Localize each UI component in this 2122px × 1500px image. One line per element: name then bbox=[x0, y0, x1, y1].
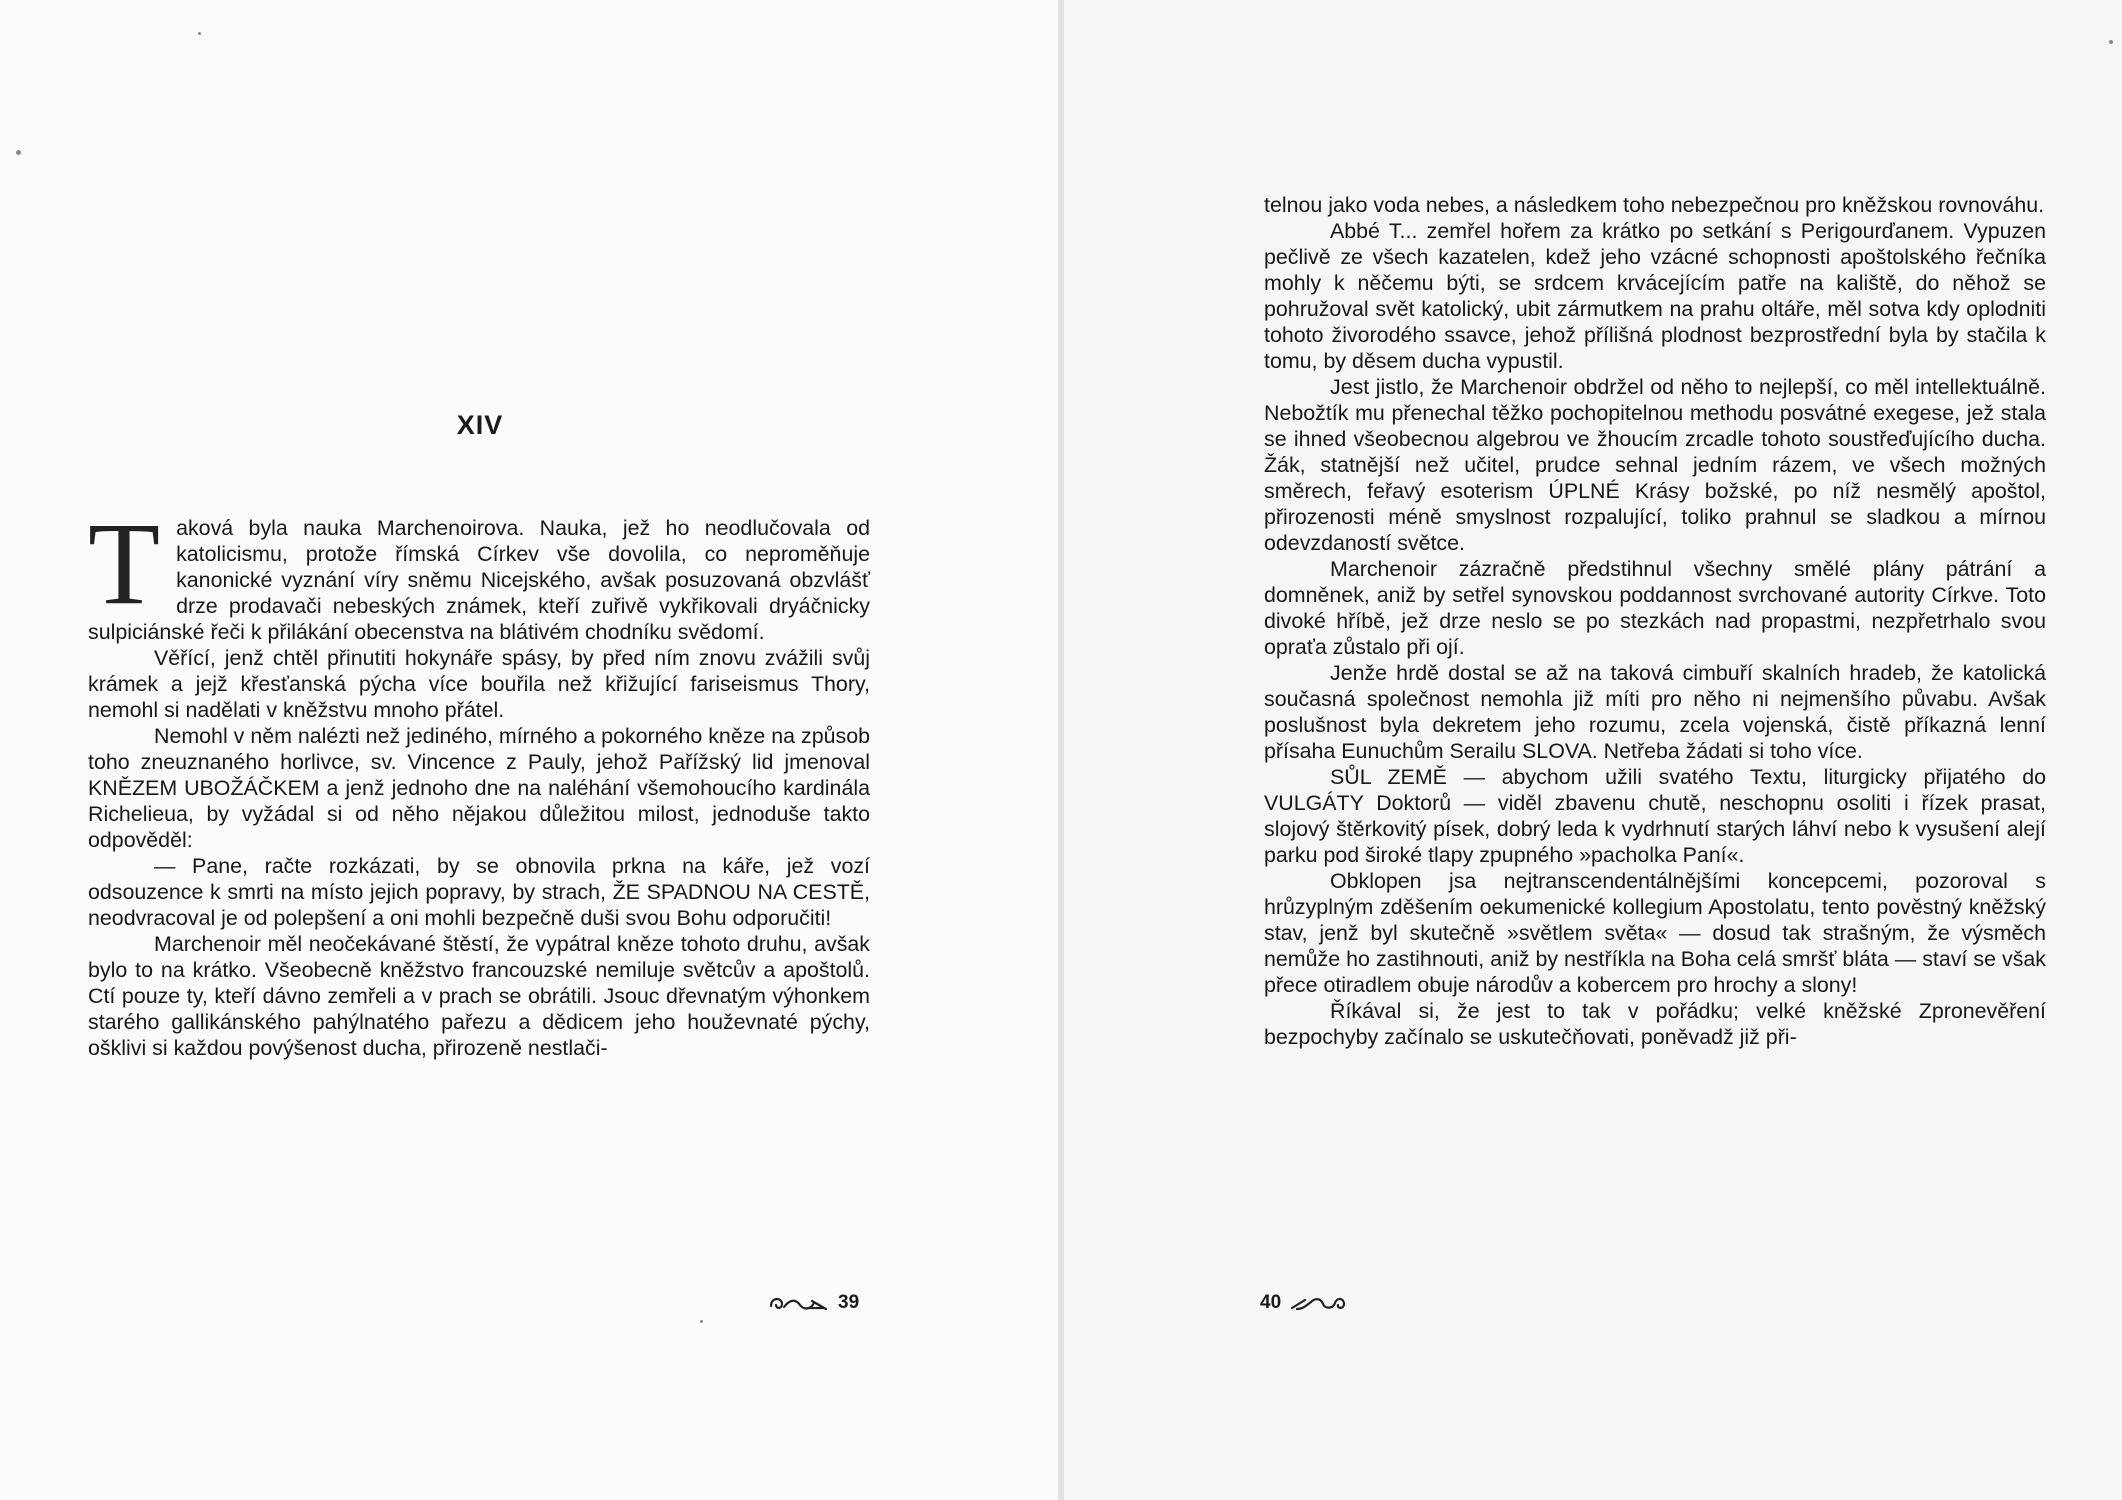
paragraph: Říkával si, že jest to tak v pořádku; velké kněžské Zpronevěření bezpochyby začínalo se uskutečňovati, poněvadž již při- bbox=[1264, 999, 2046, 1049]
paragraph: Jenže hrdě dostal se až na taková cimbuří skalních hradeb, že katolická současná společnost nemohla již míti pro něho ni nejmenšího půvabu. Avšak poslušnost byla dekretem jeho rozumu, zcela vojenská, čistě příkazná lenní přísaha Eunuchům Serailu SLOVA. Netřeba žádati si toho více. bbox=[1264, 661, 2046, 763]
page-number-left bbox=[768, 1292, 859, 1314]
right-page bbox=[1064, 0, 2122, 1500]
paragraph: Marchenoir měl neočekávané štěstí, že vypátral kněze tohoto druhu, avšak bylo to na krátko. Všeobecně kněžstvo francouzské nemiluje světcův a apoštolů. Ctí pouze ty, kteří dávno zemřeli a v prach se obrátili. Jsouc dřevnatým výhonkem starého gallikánského pahýlnatého pařezu a dědicem jeho houževnaté pýchy, ošklivi si každou povýšenost ducha, přirozeně nestlači- bbox=[88, 932, 870, 1060]
right-text-column bbox=[1264, 192, 2046, 1050]
paragraph: Jest jistlo, že Marchenoir obdržel od něho to nejlepší, co měl intellektuálně. Nebožtík mu přenechal těžko pochopitelnou methodu posvátné exegese, jež stala se ihned všeobecnou algebrou ve žhoucím zrcadle tohoto soustřeďujícího ducha. Žák, statnější než učitel, prudce sehnal jedním rázem, ve všech možných směrech, feřavý esoterism ÚPLNÉ Krásy božské, po níž nesmělý apoštol, přirozenosti méně smyslnost rozpalující, toliko prahnul se sladkou a mírnou odevzdaností světce. bbox=[1264, 375, 2046, 555]
scan-speck bbox=[198, 32, 201, 35]
page-number: 39 bbox=[838, 1292, 860, 1313]
paragraph: telnou jako voda nebes, a následkem toho nebezpečnou pro kněžskou rovnováhu. bbox=[1264, 193, 2045, 217]
paragraph: Věřící, jenž chtěl přinutiti hokynáře spásy, by před ním znovu zvážili svůj krámek a jejž křesťanská pýcha více bouřila než křižující fariseismus Thory, nemohl si nadělati v kněžstvu mnoho přátel. bbox=[88, 646, 870, 722]
scan-speck bbox=[2109, 40, 2113, 44]
paragraph: Marchenoir zázračně předstihnul všechny smělé plány pátrání a domněnek, aniž by setřel synovskou poddannost svrchované autority Církve. Toto divoké hříbě, jež drze neslo se po stezkách nad propastmi, nezpřetrhalo svou opraťa zůstalo při ojí. bbox=[1264, 557, 2046, 659]
paragraph: Taková byla nauka Marchenoirova. Nauka, jež ho neodlučovala od katolicismu, protože římská Církev vše dovolila, co neproměňuje kanonické vyznání víry sněmu Nicejského, avšak posuzovaná obzvlášť drze prodavači nebeských známek, kteří zuřivě vykřikovali dryáčnicky sulpiciánské řeči k přilákání obecenstva na blátivém chodníku svědomí. bbox=[88, 498, 870, 644]
left-page bbox=[0, 0, 1058, 1500]
paragraph: Nemohl v něm nalézti než jediného, mírného a pokorného kněze na způsob toho zneuznaného horlivce, sv. Vincence z Pauly, jehož Pařížský lid jmenoval KNĚZEM UBOŽÁČKEM a jenž jednoho dne na naléhání všemohoucího kardinála Richelieua, by vyžádal si od něho nějakou důležitou milost, jednoduše takto odpověděl: bbox=[88, 724, 870, 852]
scan-speck bbox=[16, 150, 21, 155]
page-number: 40 bbox=[1260, 1292, 1282, 1313]
drop-cap: T bbox=[88, 498, 161, 629]
left-text-column bbox=[88, 498, 870, 1061]
scan-speck bbox=[700, 1320, 703, 1323]
paragraph: Abbé T... zemřel hořem za krátko po setkání s Perigourďanem. Vypuzen pečlivě ze všech kazatelen, kdež jeho vzácné schopnosti apoštolského řečníka mohly k něčemu býti, se srdcem krvácejícím patře na kaliště, do něhož se pohružoval svět katolický, ubit zármutkem na prahu oltáře, měl sotva kdy oplodniti tohoto živorodého ssavce, jehož přílišná plodnost bezprostřední byla by stačila k tomu, by děsem ducha vypustil. bbox=[1264, 219, 2046, 373]
paragraph: Obklopen jsa nejtranscendentálnějšími koncepcemi, pozoroval s hrůzyplným zděšením oekumenické kollegium Apostolatu, tento pověstný kněžský stav, jenž byl skutečně »světlem světa« — dosud tak strašným, že výsměch nemůže ho zastihnouti, aniž by nestříkla na Boha celá smršť bláta — staví se však přece otiradlem obuje národův a kobercem pro hrochy a slony! bbox=[1264, 869, 2046, 997]
page-number-right bbox=[1260, 1292, 1347, 1314]
ornament-icon bbox=[1289, 1293, 1347, 1313]
chapter-heading: XIV bbox=[456, 410, 504, 440]
paragraph: SŮL ZEMĚ — abychom užili svatého Textu, liturgicky přijatého do VULGÁTY Doktorů — viděl zbavenu chutě, neschopnu osoliti i řízek prasat, slojový štěrkovitý písek, dobrý leda k vydrhnutí starých láhví nebo k vysušení alejí parku pod široké tlapy zpupného »pacholka Paní«. bbox=[1264, 765, 2046, 867]
paragraph: — Pane, račte rozkázati, by se obnovila prkna na káře, jež vozí odsouzence k smrti na místo jejich popravy, by strach, ŽE SPADNOU NA CESTĚ, neodvracoval je od polepšení a oni mohli bezpečně duši svou Bohu odporučiti! bbox=[88, 854, 870, 930]
ornament-icon bbox=[768, 1293, 830, 1313]
